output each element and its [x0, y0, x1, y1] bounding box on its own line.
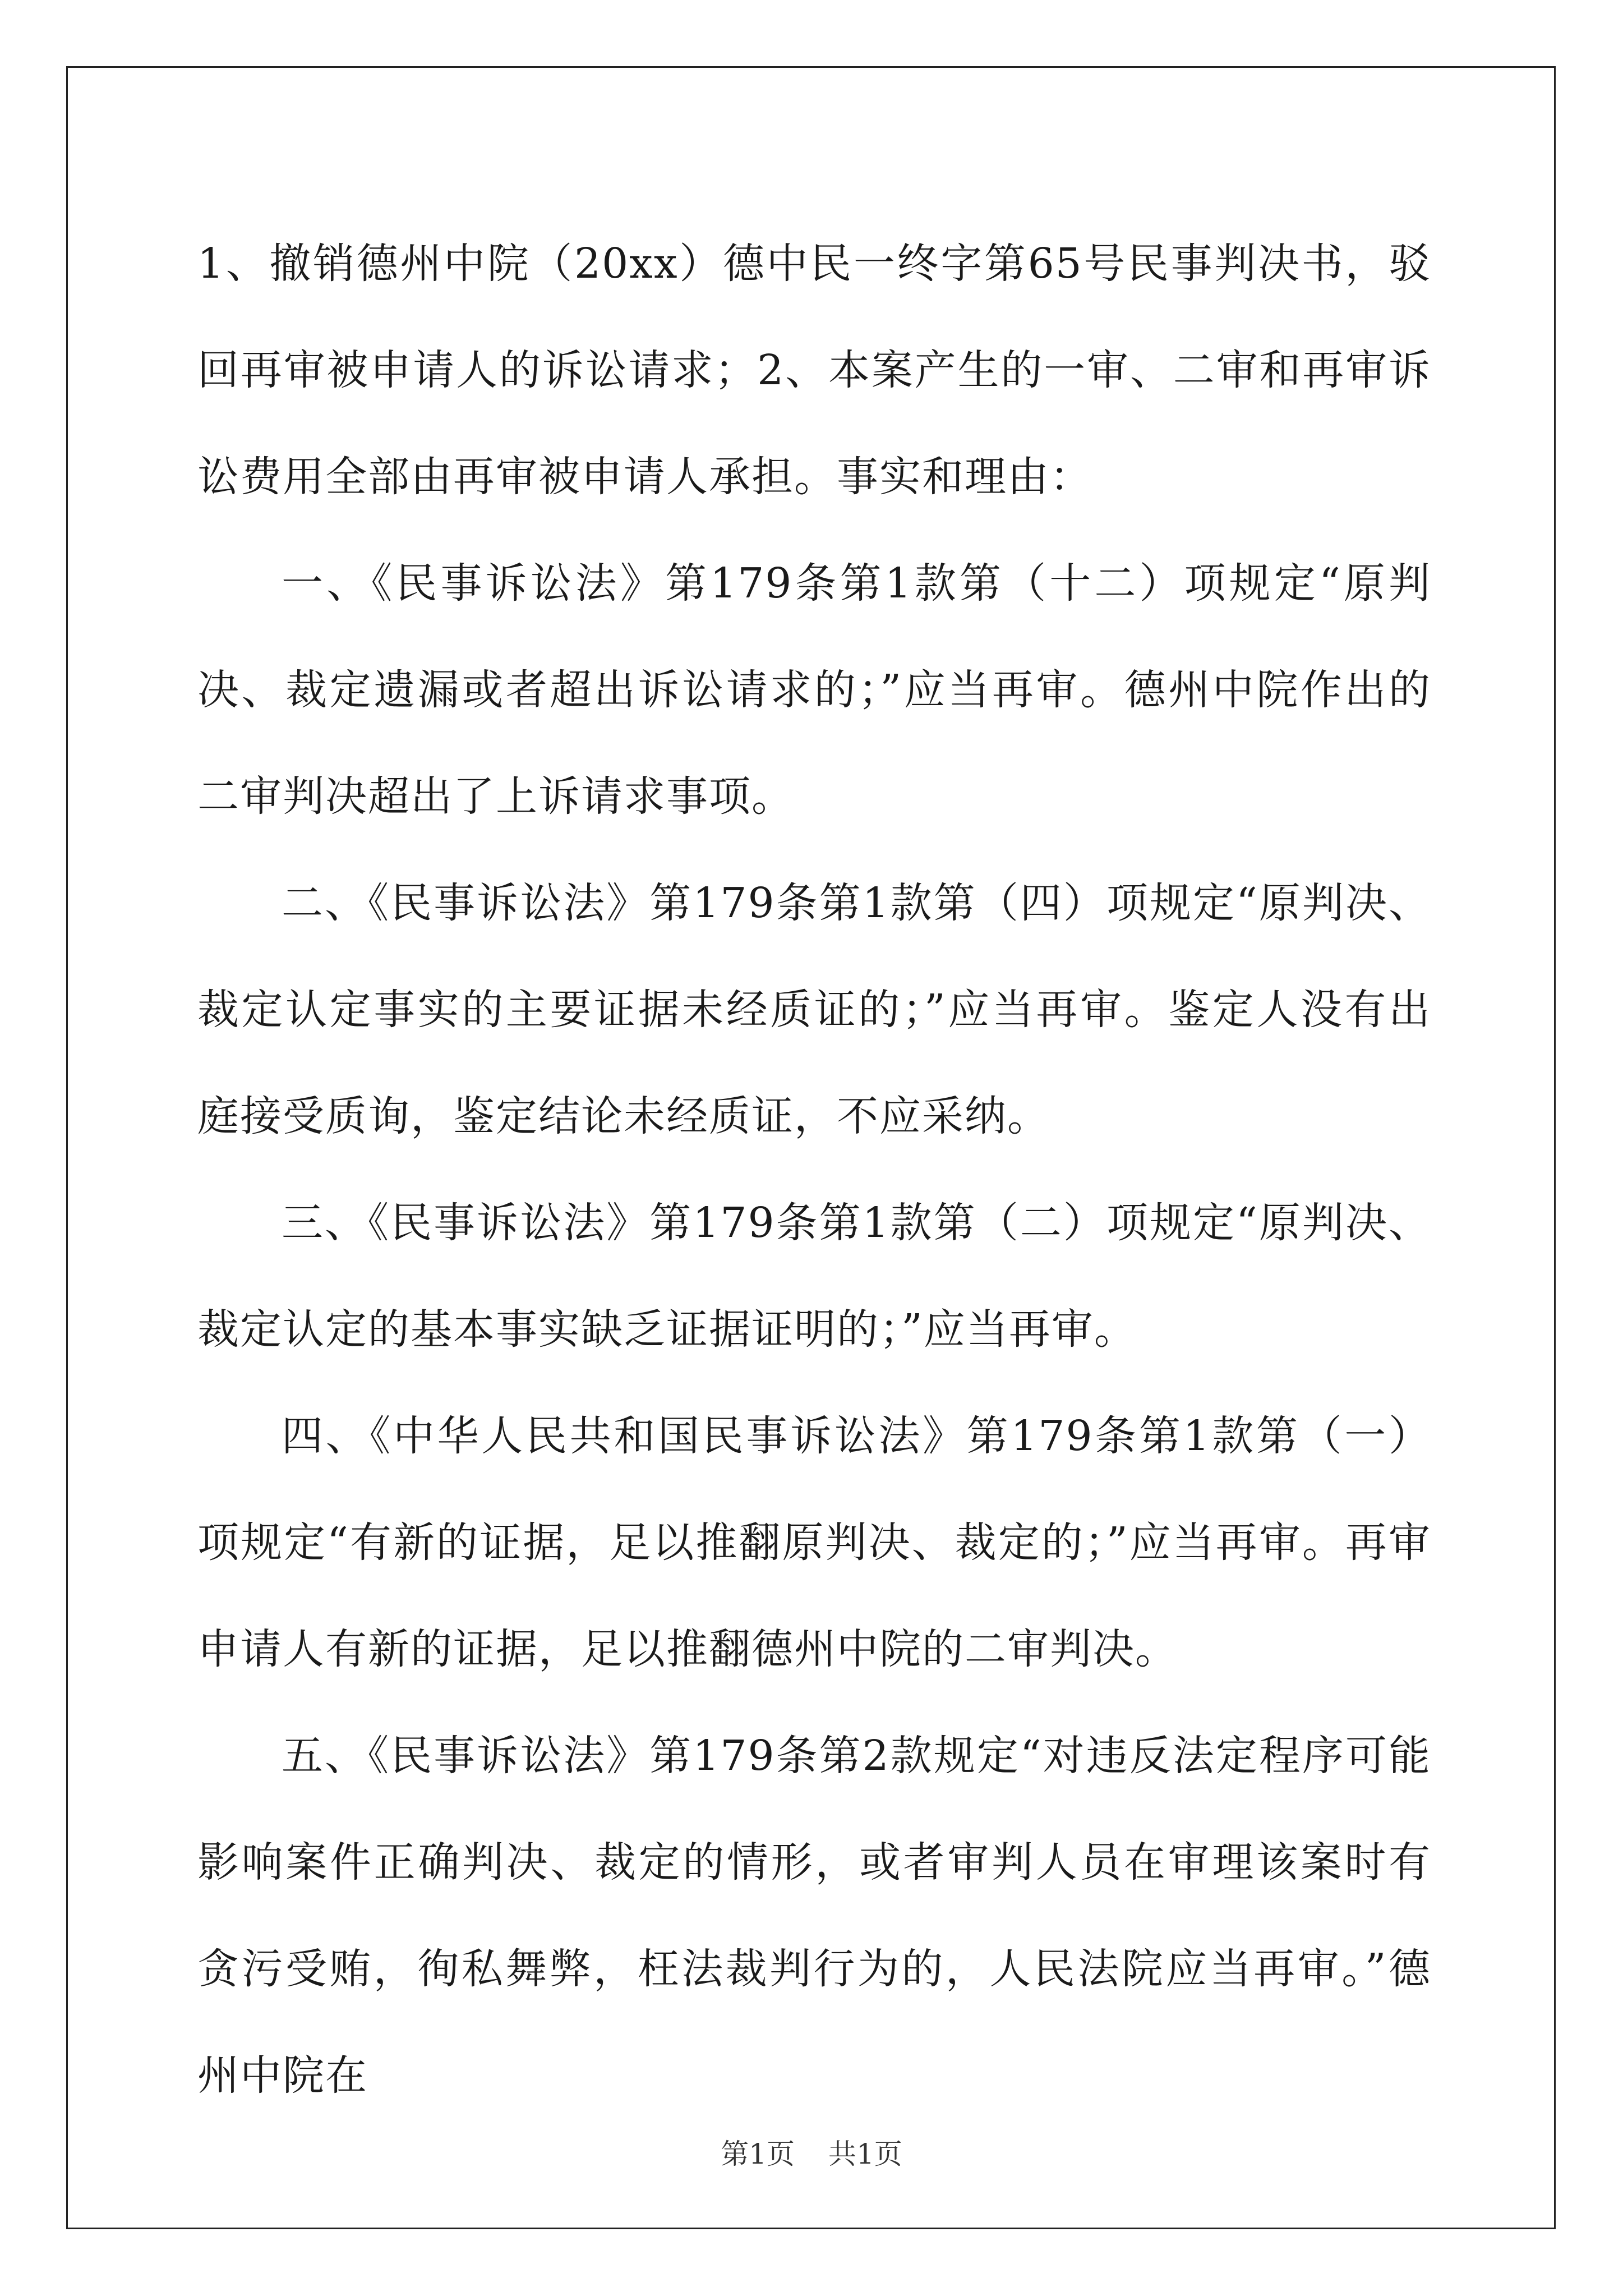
- page-number-total: 共1页: [828, 2138, 902, 2170]
- document-body: [197, 210, 1431, 2129]
- paragraph-reason-1: 一、《民事诉讼法》第179条第1款第（十二）项规定“原判决、裁定遗漏或者超出诉讼请求的；”应当再审。德州中院作出的二审判决超出了上诉请求事项。: [197, 559, 1431, 821]
- page-footer: [0, 2132, 1623, 2172]
- page-number-current: 第1页: [721, 2138, 795, 2170]
- paragraph-request: 1、撤销德州中院（20xx）德中民一终字第65号民事判决书，驳回再审被申请人的诉讼请求；2、本案产生的一审、二审和再审诉讼费用全部由再审被申请人承担。事实和理由：: [197, 240, 1431, 501]
- paragraph-reason-5: 五、《民事诉讼法》第179条第2款规定“对违反法定程序可能影响案件正确判决、裁定的情形，或者审判人员在审理该案时有贪污受贿，徇私舞弊，枉法裁判行为的，人民法院应当再审。”德州中院在: [197, 1732, 1431, 2100]
- paragraph-reason-3: 三、《民事诉讼法》第179条第1款第（二）项规定“原判决、裁定认定的基本事实缺乏证据证明的；”应当再审。: [197, 1199, 1431, 1354]
- paragraph-reason-2: 二、《民事诉讼法》第179条第1款第（四）项规定“原判决、裁定认定事实的主要证据未经质证的；”应当再审。鉴定人没有出庭接受质询，鉴定结论未经质证，不应采纳。: [197, 879, 1431, 1140]
- paragraph-reason-4: 四、《中华人民共和国民事诉讼法》第179条第1款第（一）项规定“有新的证据，足以推翻原判决、裁定的；”应当再审。再审申请人有新的证据，足以推翻德州中院的二审判决。: [197, 1412, 1431, 1673]
